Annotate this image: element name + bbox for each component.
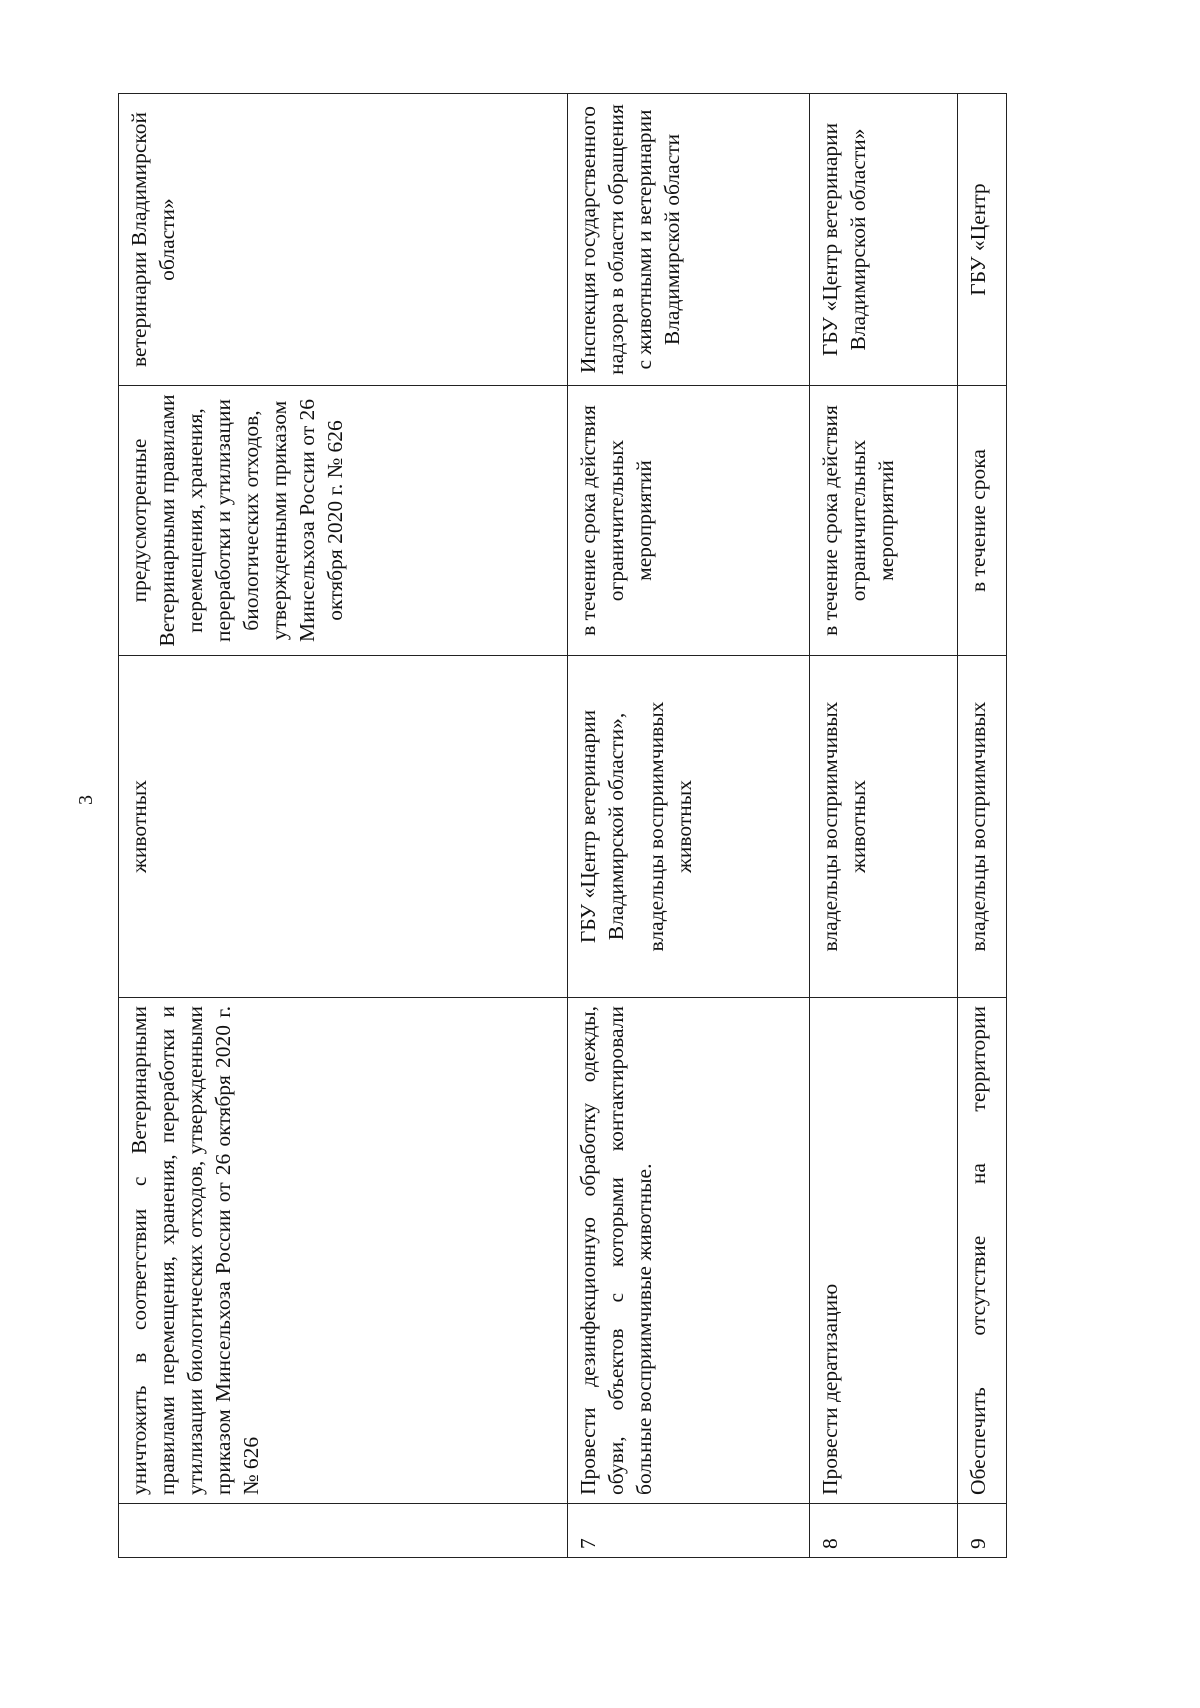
control-cell <box>810 94 958 386</box>
measure-text: уничтожить в соответствии с Ветеринарными правилами перемещения, хранения, переработки и утилизации биологических отходов, утвержденными приказом Минсельхоза России от 26 октября 2020 г. № 626 <box>127 1006 263 1495</box>
control-text: ГБУ «Центр ветеринарии Владимирской области» <box>818 122 870 357</box>
measure-text: Провести дератизацию <box>818 1283 842 1495</box>
row-number <box>119 1504 568 1558</box>
executor-text: ГБУ «Центр ветеринарии Владимирской области», <box>576 709 628 944</box>
executor-text: владельцы восприимчивых <box>966 701 990 952</box>
executor-cell <box>810 656 958 998</box>
row-number: 9 <box>958 1504 1007 1558</box>
page-number: 3 <box>75 795 97 805</box>
control-text: ГБУ «Центр <box>966 183 990 296</box>
row-number: 7 <box>568 1504 810 1558</box>
executor-cell <box>958 656 1007 998</box>
term-cell <box>568 386 810 656</box>
measure-cell <box>958 998 1007 1504</box>
executor-text: владельцы восприимчивых животных <box>644 701 696 952</box>
executor-cell <box>119 656 568 998</box>
term-text: предусмотренные Ветеринарными правилами перемещения, хранения, переработки и утилизации биологических отходов, утвержденными приказом Минсельхоза России от 26 октября 2020 г. № 626 <box>127 394 347 647</box>
table-row <box>119 94 568 1558</box>
measure-cell <box>119 998 568 1504</box>
executor-cell <box>568 656 810 998</box>
term-cell <box>958 386 1007 656</box>
control-cell <box>958 94 1007 386</box>
measure-cell <box>568 998 810 1504</box>
measure-text: Провести дезинфекционную обработку одежды, обуви, объектов с которыми контактировали больные восприимчивые животные. <box>576 1006 656 1495</box>
table-row <box>810 94 958 1558</box>
row-number: 8 <box>810 1504 958 1558</box>
measure-text: Обеспечить отсутствие на территории <box>966 1006 990 1495</box>
term-text: в течение срока <box>966 449 990 592</box>
table-row <box>958 94 1007 1558</box>
executor-text: владельцы восприимчивых животных <box>818 701 870 952</box>
executor-text: животных <box>127 780 151 873</box>
control-text: ветеринарии Владимирской области» <box>127 111 179 368</box>
term-cell <box>119 386 568 656</box>
term-cell <box>810 386 958 656</box>
control-text: Инспекция государственного надзора в области обращения с животными и ветеринарии Владимирской области <box>576 104 684 375</box>
rotated-page-content <box>118 94 1102 1558</box>
measure-cell <box>810 998 958 1504</box>
measures-table <box>118 93 1007 1558</box>
table-row <box>568 94 810 1558</box>
term-text: в течение срока действия ограничительных мероприятий <box>818 405 898 636</box>
term-text: в течение срока действия ограничительных мероприятий <box>576 405 656 636</box>
control-cell <box>568 94 810 386</box>
control-cell <box>119 94 568 386</box>
